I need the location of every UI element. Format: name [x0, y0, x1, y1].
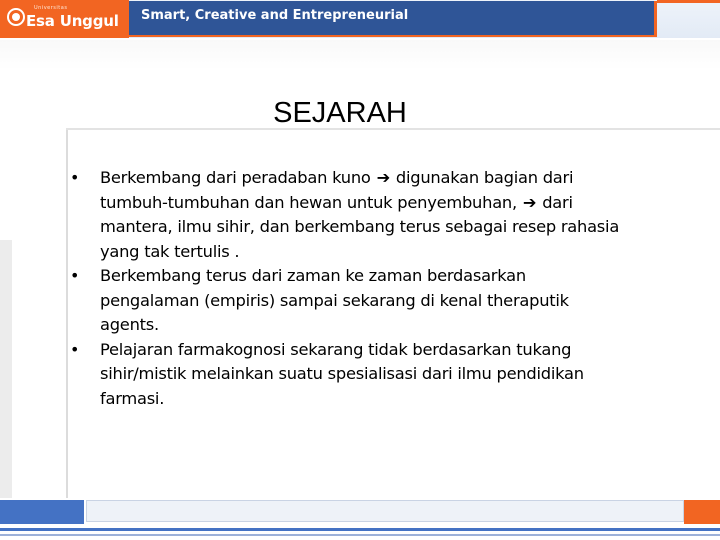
- bullet-dot-icon: •: [70, 339, 80, 359]
- header-banner: [0, 0, 720, 40]
- bullet-item: [64, 338, 624, 412]
- bullet-dot-icon: •: [70, 168, 80, 187]
- header-divider: [0, 38, 720, 40]
- bullet-text: Berkembang terus dari zaman ke zaman berdasarkan pengalaman (empiris) sampai sekarang di kenal theraputik agents.: [100, 266, 569, 334]
- logo-emblem-icon: [7, 8, 25, 26]
- left-decoration: [0, 240, 12, 500]
- bullet-list: [64, 166, 624, 411]
- bullet-text: Pelajaran farmakognosi sekarang tidak berdasarkan tukang sihir/mistik melainkan suatu spesialisasi dari ilmu pendidikan farmasi.: [100, 339, 584, 408]
- footer-line: [0, 528, 720, 531]
- header-accent-stripe: [657, 0, 720, 3]
- footer-orange-block: [684, 500, 720, 524]
- bullet-item: [64, 166, 624, 264]
- bullet-text-part: Berkembang dari peradaban kuno: [100, 168, 371, 187]
- arrow-right-icon: ➔: [376, 168, 390, 187]
- footer-box: [86, 500, 684, 522]
- bullet-item: [64, 264, 624, 338]
- logo-text: Esa Unggul: [26, 12, 119, 30]
- footer-line-light: [0, 534, 720, 536]
- tagline: Smart, Creative and Entrepreneurial: [141, 8, 409, 23]
- university-logo: [0, 0, 129, 38]
- arrow-right-icon: ➔: [522, 192, 537, 212]
- slide-title: SEJARAH: [273, 97, 407, 129]
- logo-subtext: Universitas: [34, 5, 68, 11]
- footer-blue-block: [0, 500, 84, 524]
- bullet-text-part: dari mantera, ilmu sihir, dan berkembang terus sebagai resep rahasia yang tak tertulis .: [100, 192, 620, 261]
- bullet-dot-icon: •: [70, 266, 80, 285]
- tagline-bar: [129, 1, 657, 37]
- bullet-text-part: digunakan bagian dari tumbuh-tumbuhan dan hewan untuk penyembuhan,: [100, 168, 574, 212]
